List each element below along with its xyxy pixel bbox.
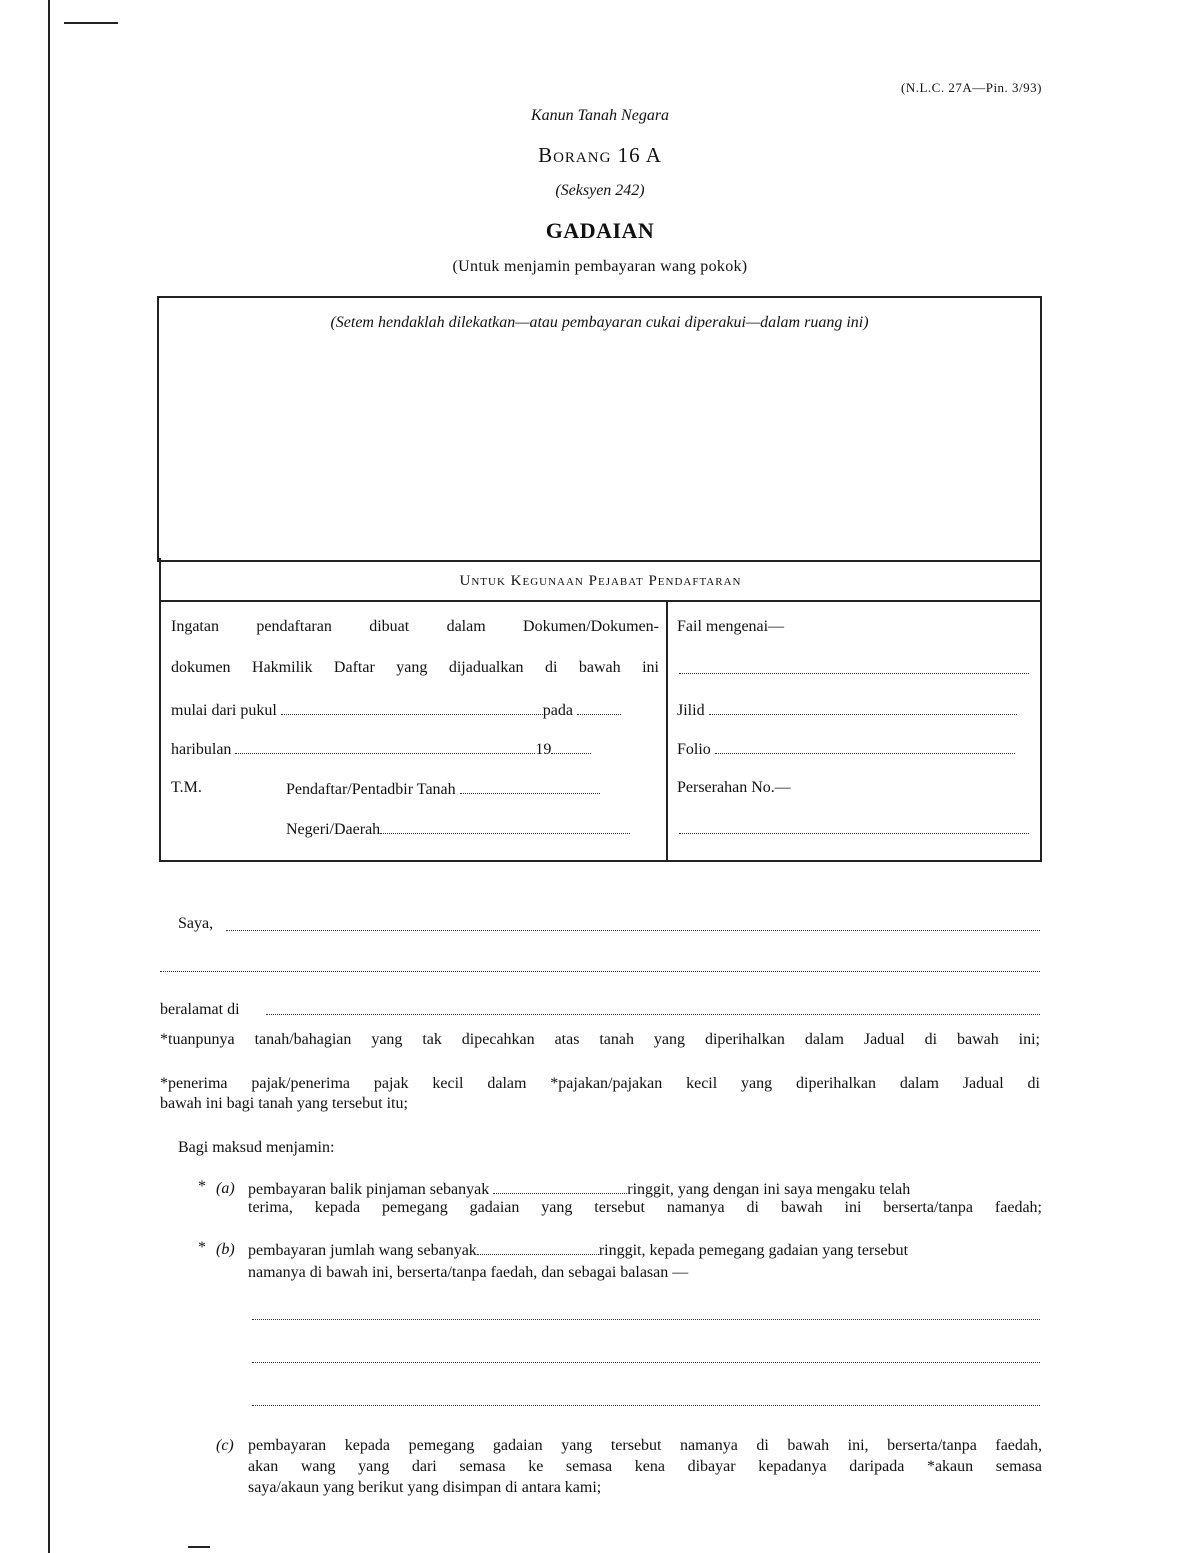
form-title: Borang 16 A xyxy=(538,143,662,167)
state-label: Negeri/Daerah xyxy=(286,821,381,838)
month-field[interactable] xyxy=(235,739,535,754)
folio-row xyxy=(677,739,1015,759)
lessee-clause-line-2: bawah ini bagi tanah yang tersebut itu; xyxy=(160,1095,408,1112)
address-field[interactable] xyxy=(266,1012,1040,1015)
clause-b-mark: * xyxy=(198,1239,206,1256)
registrar-row xyxy=(286,779,600,799)
loan-amount-field[interactable] xyxy=(493,1179,627,1194)
clause-a-line-1 xyxy=(248,1179,1042,1199)
registry-month-row xyxy=(171,739,591,759)
registry-column-divider xyxy=(666,602,668,860)
consideration-line-2[interactable] xyxy=(252,1360,1040,1363)
clause-a-line-2: terima, kepada pemegang gadaian yang tersebut namanya di bawah ini berserta/tanpa faedah; xyxy=(248,1199,1042,1216)
registry-line-1: Ingatan pendaftaran dibuat dalam Dokumen/Dokumen- xyxy=(171,618,659,635)
name-field-2[interactable] xyxy=(160,969,1040,972)
registry-time-row xyxy=(171,700,621,720)
clause-a-text-1a: pembayaran balik pinjaman sebanyak xyxy=(248,1181,490,1198)
state-row xyxy=(286,819,630,839)
time-field[interactable] xyxy=(281,700,543,715)
date-label: pada xyxy=(542,702,573,719)
folio-label: Folio xyxy=(677,741,711,758)
date-field[interactable] xyxy=(577,700,621,715)
folio-field[interactable] xyxy=(715,739,1015,754)
sum-amount-field[interactable] xyxy=(477,1240,599,1255)
saya-label: Saya, xyxy=(178,915,214,932)
address-label: beralamat di xyxy=(160,1001,240,1018)
bottom-margin-mark xyxy=(188,1546,210,1548)
registrar-field[interactable] xyxy=(460,779,600,794)
year-prefix: 19 xyxy=(535,741,552,758)
owner-clause: *tuanpunya tanah/bahagian yang tak dipecahkan atas tanah yang diperihalkan dalam Jadual di bawah ini; xyxy=(160,1031,1040,1048)
clause-c-line-2: akan wang yang dari semasa ke semasa kena dibayar kepadanya daripada *akaun semasa xyxy=(248,1458,1042,1475)
volume-row xyxy=(677,700,1017,720)
file-field[interactable] xyxy=(679,671,1029,674)
presentation-field[interactable] xyxy=(679,831,1029,834)
top-margin-mark xyxy=(64,22,118,24)
volume-field[interactable] xyxy=(709,700,1017,715)
registry-title: Untuk Kegunaan Pejabat Pendaftaran xyxy=(161,558,1040,602)
consideration-line-1[interactable] xyxy=(252,1317,1040,1320)
clause-b-line-2: namanya di bawah ini, berserta/tanpa faedah, dan sebagai balasan — xyxy=(248,1264,689,1281)
purpose-heading: Bagi maksud menjamin: xyxy=(178,1139,335,1156)
consideration-line-3[interactable] xyxy=(252,1403,1040,1406)
month-label: haribulan xyxy=(171,741,232,758)
clause-c-line-3: saya/akaun yang berikut yang disimpan di antara kami; xyxy=(248,1479,602,1496)
clause-a-mark: * xyxy=(198,1178,206,1195)
lessee-clause-line-1: *penerima pajak/penerima pajak kecil dalam *pajakan/pajakan kecil yang diperihalkan dalam Jadual di xyxy=(160,1075,1040,1092)
form-purpose: (Untuk menjamin pembayaran wang pokok) xyxy=(452,258,748,275)
state-field[interactable] xyxy=(380,819,630,834)
clause-b-line-1 xyxy=(248,1240,1042,1260)
year-field[interactable] xyxy=(551,739,591,754)
clause-a-label: (a) xyxy=(216,1180,235,1197)
registry-box xyxy=(159,558,1042,862)
registrar-label: Pendaftar/Pentadbir Tanah xyxy=(286,781,456,798)
clause-b-text-1a: pembayaran jumlah wang sebanyak xyxy=(248,1242,477,1259)
time-label: mulai dari pukul xyxy=(171,702,277,719)
tm-label: T.M. xyxy=(171,779,202,796)
name-field[interactable] xyxy=(226,928,1040,931)
stamp-note: (Setem hendaklah dilekatkan—atau pembayaran cukai diperakui—dalam ruang ini) xyxy=(330,314,869,331)
clause-b-text-1b: ringgit, kepada pemegang gadaian yang tersebut xyxy=(598,1242,909,1259)
form-code: (N.L.C. 27A—Pin. 3/93) xyxy=(901,80,1042,95)
stamp-box xyxy=(157,296,1042,562)
act-title: Kanun Tanah Negara xyxy=(530,107,670,124)
clause-c-label: (c) xyxy=(216,1437,234,1454)
file-label: Fail mengenai— xyxy=(677,618,785,635)
section-reference: (Seksyen 242) xyxy=(555,182,645,199)
presentation-label: Perserahan No.— xyxy=(677,779,791,796)
clause-a-text-1b: ringgit, yang dengan ini saya mengaku telah xyxy=(627,1181,911,1198)
form-name: GADAIAN xyxy=(545,218,655,243)
registry-line-2: dokumen Hakmilik Daftar yang dijadualkan di bawah ini xyxy=(171,659,659,676)
clause-c-line-1: pembayaran kepada pemegang gadaian yang tersebut namanya di bawah ini, berserta/tanpa faedah, xyxy=(248,1437,1042,1454)
volume-label: Jilid xyxy=(677,702,705,719)
clause-b-label: (b) xyxy=(216,1241,235,1258)
